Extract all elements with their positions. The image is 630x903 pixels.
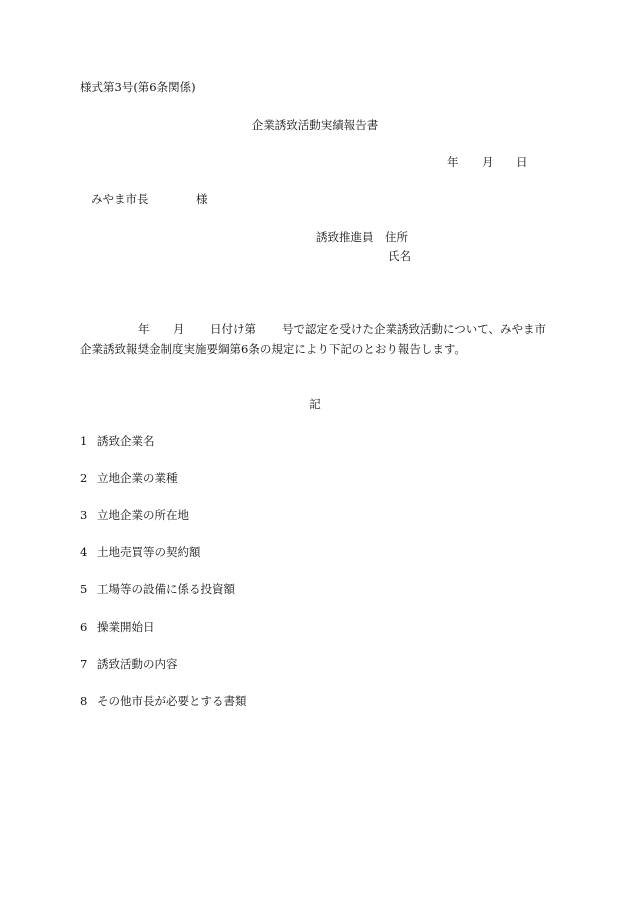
list-item	[80, 473, 178, 485]
list-item	[80, 436, 155, 448]
item-number: 5	[80, 582, 88, 596]
item-label: 工場等の設備に係る投資額	[97, 582, 235, 596]
body-rest: 号で認定を受けた企業誘致活動について、みやま市	[282, 322, 547, 336]
list-item	[80, 622, 155, 634]
promoter-address-label: 誘致推進員 住所	[316, 230, 408, 244]
list-item	[80, 510, 189, 522]
item-label: 土地売買等の契約額	[97, 545, 201, 559]
date-year: 年	[447, 155, 459, 169]
item-label: 立地企業の業種	[97, 471, 178, 485]
item-number: 1	[80, 434, 88, 448]
name-label: 氏名	[388, 249, 411, 263]
item-label: 立地企業の所在地	[97, 508, 189, 522]
item-label: その他市長が必要とする書類	[97, 694, 247, 708]
body-year: 年	[138, 322, 150, 336]
item-number: 4	[80, 545, 88, 559]
list-item	[80, 696, 247, 708]
document-title: 企業誘致活動実績報告書	[251, 118, 379, 132]
body-line-2: 企業誘致報奨金制度実施要綱第6条の規定により下記のとおり報告します。	[80, 342, 466, 356]
list-item	[80, 659, 178, 671]
form-number: 様式第3号(第6条関係)	[80, 80, 196, 94]
addressee: みやま市長	[91, 192, 149, 206]
date-month: 月	[482, 155, 494, 169]
item-number: 7	[80, 657, 88, 671]
item-label: 操業開始日	[97, 620, 155, 634]
body-month: 月	[173, 322, 185, 336]
list-item	[80, 547, 201, 559]
date-day: 日	[516, 155, 528, 169]
ki-heading: 記	[309, 397, 321, 411]
body-day-number: 日付け第	[210, 322, 256, 336]
honorific: 様	[196, 192, 208, 206]
item-label: 誘致企業名	[97, 434, 155, 448]
item-number: 2	[80, 471, 88, 485]
item-label: 誘致活動の内容	[97, 657, 178, 671]
item-number: 3	[80, 508, 88, 522]
item-number: 8	[80, 694, 88, 708]
item-number: 6	[80, 620, 88, 634]
list-item	[80, 584, 235, 596]
